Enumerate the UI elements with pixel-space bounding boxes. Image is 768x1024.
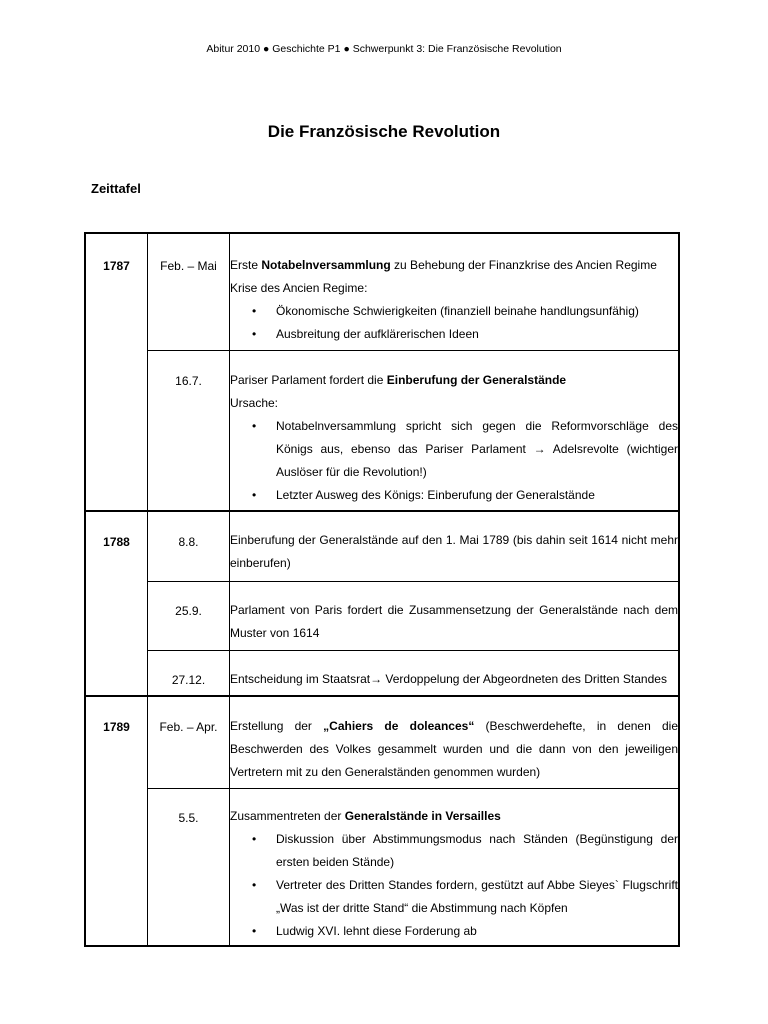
table-row bbox=[85, 651, 679, 697]
text-run: zu Behebung der Finanzkrise des Ancien Regime bbox=[390, 258, 657, 272]
description-cell bbox=[230, 696, 680, 789]
bullet-item: • Ökonomische Schwierigkeiten (finanziell beinahe handlungsunfähig) bbox=[276, 300, 678, 323]
text-run: (Beschwerdehefte, in denen die Beschwerden des Volkes gesammelt wurden und die dann von den jeweiligen Vertretern mit zu den Generalständen genommen wurden) bbox=[230, 719, 678, 779]
date-cell bbox=[148, 511, 230, 582]
description-cell bbox=[230, 789, 680, 947]
page-header: Abitur 2010 ● Geschichte P1 ● Schwerpunkt 3: Die Französische Revolution bbox=[206, 43, 562, 55]
year-label: 1787 bbox=[103, 259, 130, 273]
text-run-bold: Einberufung der Generalstände bbox=[386, 373, 567, 387]
table-row bbox=[85, 351, 679, 512]
description-paragraph: Ursache: bbox=[230, 396, 279, 410]
page-title: Die Französische Revolution bbox=[267, 122, 501, 141]
table-row bbox=[85, 789, 679, 947]
description-cell bbox=[230, 351, 680, 512]
description-paragraph bbox=[230, 805, 678, 828]
table-row bbox=[85, 511, 679, 582]
date-label: 16.7. bbox=[175, 374, 202, 388]
description-paragraph: Entscheidung im Staatsrat→ Verdoppelung der Abgeordneten des Dritten Standes bbox=[230, 672, 667, 686]
year-label: 1789 bbox=[103, 720, 130, 734]
table-row bbox=[85, 233, 679, 351]
description-paragraph: Einberufung der Generalstände auf den 1. Mai 1789 (bis dahin seit 1614 nicht mehr einberufen) bbox=[230, 533, 678, 570]
description-paragraph: Parlament von Paris fordert die Zusammensetzung der Generalstände nach dem Muster von 1614 bbox=[230, 603, 678, 640]
text-run: Erstellung der bbox=[230, 719, 324, 733]
text-run: Pariser Parlament fordert die bbox=[230, 373, 387, 387]
description-paragraph bbox=[230, 369, 678, 392]
date-cell bbox=[148, 696, 230, 789]
description-cell bbox=[230, 651, 680, 697]
date-label: Feb. – Mai bbox=[160, 259, 217, 273]
bullet-item: • Vertreter des Dritten Standes fordern, gestützt auf Abbe Sieyes` Flugschrift „Was ist der dritte Stand“ die Abstimmung nach Köpfen bbox=[276, 874, 678, 920]
date-cell bbox=[148, 351, 230, 512]
bullet-item: • Notabelnversammlung spricht sich gegen die Reformvorschläge des Königs aus, ebenso das Pariser Parlament → Adelsrevolte (wichtiger Auslöser für die Revolution!) bbox=[276, 415, 678, 484]
description-paragraph: Krise des Ancien Regime: bbox=[230, 281, 368, 295]
description-paragraph bbox=[230, 254, 678, 277]
date-label: 27.12. bbox=[171, 673, 206, 687]
text-run: Erste bbox=[230, 258, 262, 272]
bullet-item: • Diskussion über Abstimmungsmodus nach Ständen (Begünstigung der ersten beiden Stände) bbox=[276, 828, 678, 874]
table-row bbox=[85, 582, 679, 651]
section-title: Zeittafel bbox=[91, 181, 141, 196]
date-label: 8.8. bbox=[178, 535, 199, 549]
table-row bbox=[85, 696, 679, 789]
text-run-bold: Generalstände in Versailles bbox=[344, 809, 501, 823]
text-run-bold: Notabelnversammlung bbox=[261, 258, 391, 272]
year-cell bbox=[85, 696, 148, 946]
year-label: 1788 bbox=[103, 535, 130, 549]
year-cell bbox=[85, 511, 148, 696]
description-paragraph bbox=[230, 715, 678, 784]
date-cell bbox=[148, 789, 230, 947]
timeline-table bbox=[84, 232, 680, 947]
year-cell bbox=[85, 233, 148, 511]
bullet-item: • Ludwig XVI. lehnt diese Forderung ab bbox=[276, 920, 678, 943]
text-run: Zusammentreten der bbox=[230, 809, 345, 823]
bullet-list bbox=[230, 828, 678, 943]
bullet-list bbox=[230, 300, 678, 346]
text-run-bold: „Cahiers de doleances“ bbox=[323, 719, 475, 733]
date-label: 5.5. bbox=[178, 811, 199, 825]
description-cell bbox=[230, 511, 680, 582]
date-cell bbox=[148, 582, 230, 651]
date-label: 25.9. bbox=[175, 604, 202, 618]
description-cell bbox=[230, 582, 680, 651]
date-label: Feb. – Apr. bbox=[159, 720, 218, 734]
description-cell bbox=[230, 233, 680, 351]
date-cell bbox=[148, 651, 230, 697]
bullet-list bbox=[230, 415, 678, 507]
date-cell bbox=[148, 233, 230, 351]
bullet-item: • Letzter Ausweg des Königs: Einberufung der Generalstände bbox=[276, 484, 678, 507]
bullet-item: • Ausbreitung der aufklärerischen Ideen bbox=[276, 323, 678, 346]
